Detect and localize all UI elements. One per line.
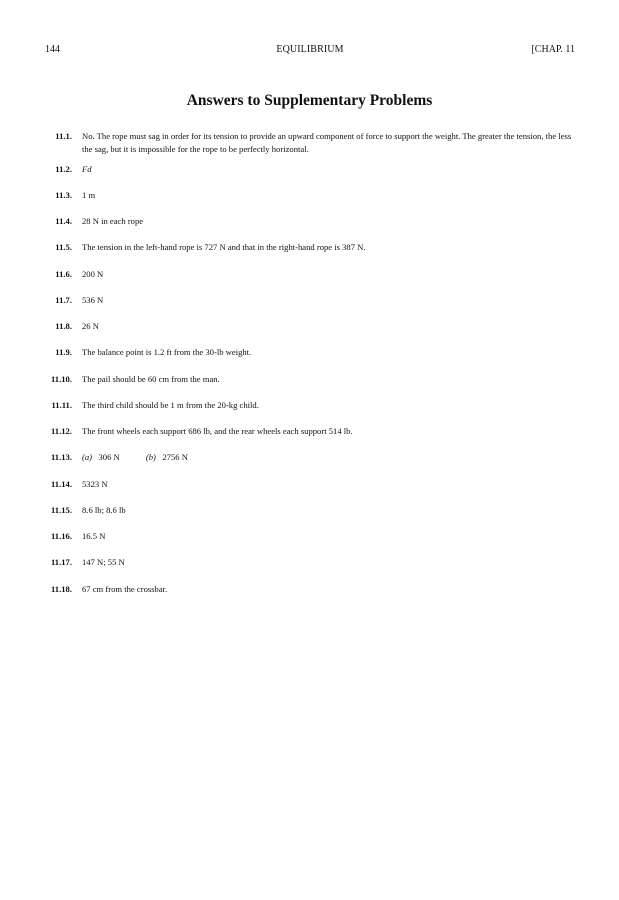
answer-text: 16.5 N	[82, 531, 106, 541]
answer-text: The tension in the left-hand rope is 727 N and that in the right-hand rope is 387 N.	[82, 242, 366, 252]
answer-text: 1 m	[82, 190, 96, 200]
answer-number: 11.10.	[50, 374, 72, 384]
answer-number: 11.2.	[55, 164, 72, 174]
answer-text: 200 N	[82, 269, 104, 279]
answer-number: 11.5.	[55, 242, 72, 252]
answer-text: The front wheels each support 686 lb, and the rear wheels each support 514 lb.	[82, 426, 353, 436]
answer-text: 26 N	[82, 321, 99, 331]
answer-part-b-label: (b)	[145, 452, 156, 462]
answer-number: 11.13.	[50, 452, 72, 462]
answer-number: 11.17.	[50, 557, 72, 567]
answer-text: 28 N in each rope	[82, 216, 144, 226]
answer-text: The balance point is 1.2 ft from the 30-lb weight.	[82, 347, 252, 357]
answer-text: The third child should be 1 m from the 20-kg child.	[82, 400, 259, 410]
answer-number: 11.12.	[50, 426, 72, 436]
answer-text: The pail should be 60 cm from the man.	[82, 374, 220, 384]
answer-number: 11.8.	[55, 321, 72, 331]
answer-part-a-label: (a)	[82, 452, 93, 462]
answer-text: 147 N; 55 N	[82, 557, 125, 567]
answer-number: 11.3.	[55, 190, 72, 200]
answer-text: No. The rope must sag in order for its tension to provide an upward component of force to support the weight. The greater the tension, the less the sag, but it is impossible for the rope to be perfectly horizontal.	[82, 131, 572, 154]
answer-part-a-value: 306 N	[98, 452, 120, 462]
answer-number: 11.16.	[50, 531, 72, 541]
answer-part-b-value: 2756 N	[162, 452, 188, 462]
answer-text: 5323 N	[82, 479, 108, 489]
running-header	[45, 43, 575, 57]
answer-number: 11.18.	[50, 584, 72, 594]
answer-text: 8.6 lb; 8.6 lb	[82, 505, 126, 515]
answer-number: 11.1.	[55, 131, 72, 141]
answer-text: 67 cm from the crossbar.	[82, 584, 168, 594]
answer-text: 536 N	[82, 295, 104, 305]
page-number: 144	[45, 44, 60, 55]
answer-number: 11.6.	[55, 269, 72, 279]
section-title: Answers to Supplementary Problems	[186, 92, 433, 109]
answer-number: 11.11.	[51, 400, 72, 410]
answer-number: 11.4.	[55, 216, 72, 226]
answer-text	[82, 163, 577, 176]
running-head-title: EQUILIBRIUM	[276, 44, 344, 55]
answer-text	[82, 451, 577, 464]
answer-number: 11.7.	[55, 295, 72, 305]
chapter-label: [CHAP. 11	[531, 44, 575, 55]
answer-number: 11.15.	[50, 505, 72, 515]
answer-number: 11.9.	[55, 347, 72, 357]
answer-formula: Fd	[82, 164, 92, 174]
answer-number: 11.14.	[50, 479, 72, 489]
